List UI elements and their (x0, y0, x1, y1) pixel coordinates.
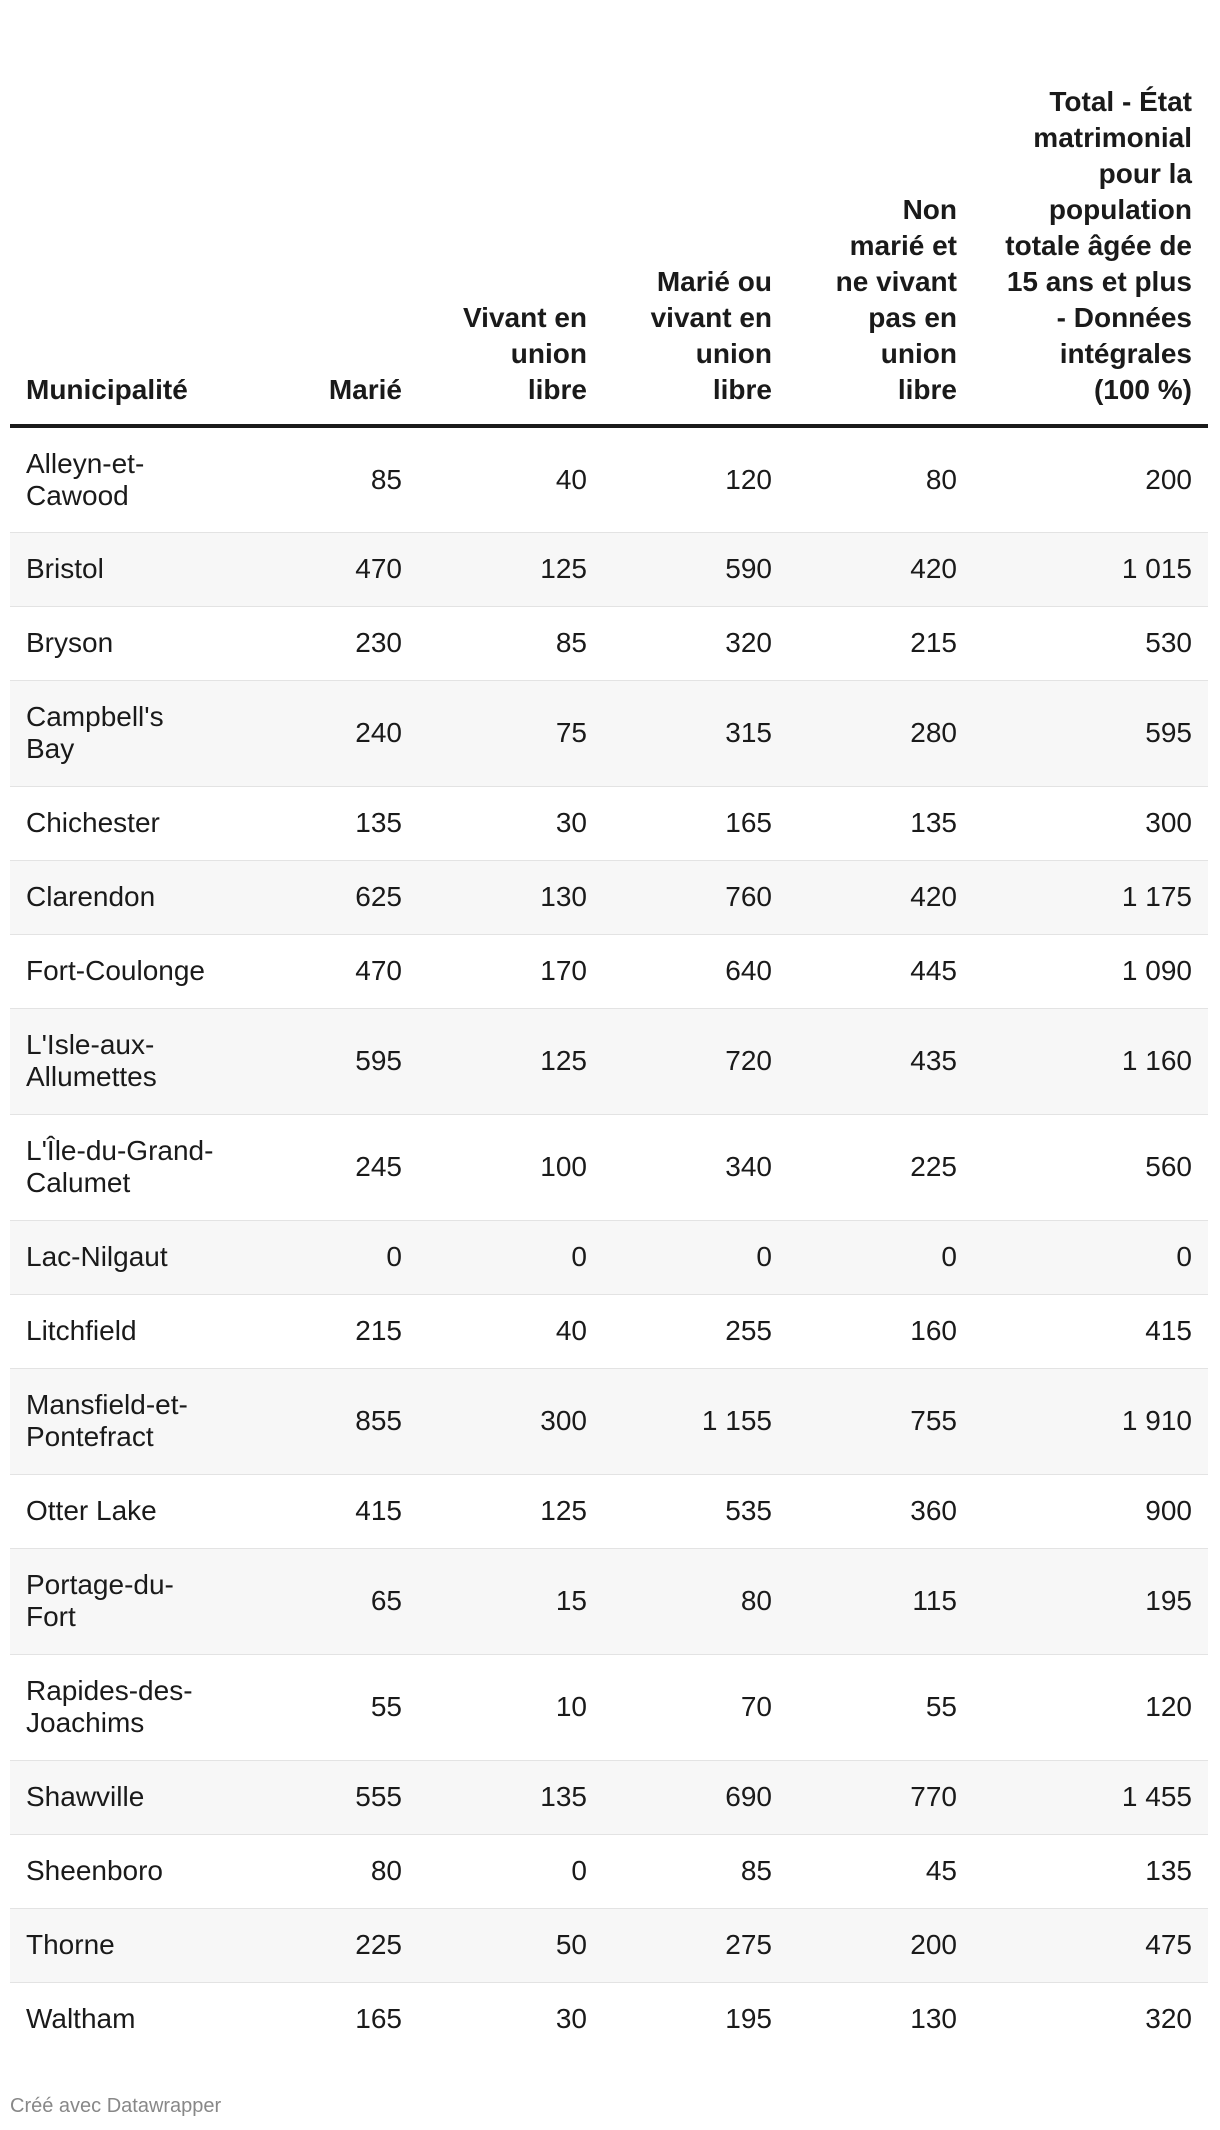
table-row (10, 1834, 1208, 1908)
cell-municipalite: Otter Lake (10, 1474, 270, 1548)
cell-ou: 70 (603, 1654, 788, 1760)
table-row (10, 1654, 1208, 1760)
cell-ou: 255 (603, 1294, 788, 1368)
cell-non: 80 (788, 426, 973, 532)
cell-vivant: 170 (418, 934, 603, 1008)
cell-non: 445 (788, 934, 973, 1008)
cell-municipalite: Thorne (10, 1908, 270, 1982)
cell-marie: 55 (270, 1654, 418, 1760)
cell-total: 135 (973, 1834, 1208, 1908)
cell-non: 360 (788, 1474, 973, 1548)
cell-municipalite: Shawville (10, 1760, 270, 1834)
cell-non: 420 (788, 532, 973, 606)
cell-municipalite: Waltham (26, 2003, 136, 2035)
cell-vivant: 30 (418, 786, 603, 860)
table-row (10, 1548, 1208, 1654)
cell-total: 595 (973, 680, 1208, 786)
cell-marie: 225 (270, 1908, 418, 1982)
cell-municipalite: Bryson (10, 606, 270, 680)
cell-total: 300 (973, 786, 1208, 860)
cell-marie: 470 (270, 532, 418, 606)
cell-non: 130 (910, 2003, 957, 2035)
cell-vivant: 75 (418, 680, 603, 786)
cell-marie: 240 (270, 680, 418, 786)
data-table-container (10, 0, 1208, 2056)
table-row (10, 532, 1208, 606)
cell-total: 475 (973, 1908, 1208, 1982)
cell-municipalite: Rapides-des- Joachims (10, 1654, 270, 1760)
cell-vivant: 300 (418, 1368, 603, 1474)
table-header-row (10, 0, 1208, 426)
cell-marie: 555 (270, 1760, 418, 1834)
cell-non: 215 (788, 606, 973, 680)
cell-marie: 85 (270, 426, 418, 532)
table-row (10, 1008, 1208, 1114)
cell-ou: 535 (603, 1474, 788, 1548)
cell-non: 280 (788, 680, 973, 786)
cell-marie: 470 (270, 934, 418, 1008)
cell-vivant: 10 (418, 1654, 603, 1760)
cell-non: 755 (788, 1368, 973, 1474)
cell-ou: 760 (603, 860, 788, 934)
table-row (10, 860, 1208, 934)
cell-vivant: 40 (418, 426, 603, 532)
cell-total: 0 (973, 1220, 1208, 1294)
datawrapper-credit: Créé avec Datawrapper (10, 2095, 222, 2117)
cell-ou: 340 (603, 1114, 788, 1220)
cell-municipalite: L'Île-du-Grand- Calumet (10, 1114, 270, 1220)
cell-non: 200 (788, 1908, 973, 1982)
cell-ou: 640 (603, 934, 788, 1008)
cell-non: 45 (788, 1834, 973, 1908)
cell-ou: 720 (603, 1008, 788, 1114)
cell-total: 560 (973, 1114, 1208, 1220)
cell-municipalite: Fort-Coulonge (10, 934, 270, 1008)
cell-non: 435 (788, 1008, 973, 1114)
cell-marie: 80 (270, 1834, 418, 1908)
cell-non: 115 (788, 1548, 973, 1654)
cell-municipalite: L'Isle-aux- Allumettes (10, 1008, 270, 1114)
cell-ou: 590 (603, 532, 788, 606)
cell-municipalite: Campbell's Bay (10, 680, 270, 786)
cell-total: 1 455 (973, 1760, 1208, 1834)
table-row (10, 786, 1208, 860)
cell-municipalite: Bristol (10, 532, 270, 606)
cell-ou: 275 (603, 1908, 788, 1982)
cell-municipalite: Litchfield (10, 1294, 270, 1368)
cell-non: 135 (788, 786, 973, 860)
cell-municipalite: Mansfield-et- Pontefract (10, 1368, 270, 1474)
table-row (10, 680, 1208, 786)
column-header-total[interactable]: Total - État matrimonial pour la population totale âgée de 15 ans et plus - Données intégrales (100 %) (973, 0, 1208, 426)
cell-total: 320 (1145, 2003, 1192, 2035)
cell-marie: 625 (270, 860, 418, 934)
column-header-marie[interactable]: Marié (270, 0, 418, 426)
cell-total: 1 910 (973, 1368, 1208, 1474)
table-row (10, 1760, 1208, 1834)
cell-vivant: 135 (418, 1760, 603, 1834)
cell-total: 530 (973, 606, 1208, 680)
cell-marie: 230 (270, 606, 418, 680)
column-header-vivant-union-libre[interactable]: Vivant en union libre (418, 0, 603, 426)
cell-marie: 595 (270, 1008, 418, 1114)
cell-marie: 135 (270, 786, 418, 860)
cell-ou: 690 (603, 1760, 788, 1834)
table-row (10, 1982, 1208, 2056)
cell-vivant: 40 (418, 1294, 603, 1368)
cell-total: 1 090 (973, 934, 1208, 1008)
cell-ou: 1 155 (603, 1368, 788, 1474)
table-body (10, 426, 1208, 2056)
table-row (10, 934, 1208, 1008)
cell-vivant: 85 (418, 606, 603, 680)
cell-municipalite: Clarendon (10, 860, 270, 934)
cell-ou: 315 (603, 680, 788, 786)
cell-vivant: 15 (418, 1548, 603, 1654)
cell-ou: 0 (603, 1220, 788, 1294)
cell-ou: 195 (725, 2003, 772, 2035)
cell-municipalite: Chichester (10, 786, 270, 860)
cell-total: 1 160 (973, 1008, 1208, 1114)
cell-municipalite: Alleyn-et- Cawood (10, 426, 270, 532)
cell-marie: 0 (270, 1220, 418, 1294)
cell-total: 900 (973, 1474, 1208, 1548)
table-row (10, 606, 1208, 680)
cell-total: 120 (973, 1654, 1208, 1760)
cell-non: 770 (788, 1760, 973, 1834)
table-row (10, 1294, 1208, 1368)
cell-non: 55 (788, 1654, 973, 1760)
cell-vivant: 0 (418, 1834, 603, 1908)
column-header-non-marie[interactable]: Non marié et ne vivant pas en union libre (788, 0, 973, 426)
cell-vivant: 0 (418, 1220, 603, 1294)
cell-total: 1 015 (973, 532, 1208, 606)
cell-ou: 120 (603, 426, 788, 532)
cell-municipalite: Lac-Nilgaut (10, 1220, 270, 1294)
cell-total: 195 (973, 1548, 1208, 1654)
cell-total: 415 (973, 1294, 1208, 1368)
cell-municipalite: Sheenboro (10, 1834, 270, 1908)
cell-vivant: 100 (418, 1114, 603, 1220)
table-row (10, 1474, 1208, 1548)
marital-status-table (10, 0, 1208, 2056)
cell-total: 200 (973, 426, 1208, 532)
cell-ou: 80 (603, 1548, 788, 1654)
cell-non: 0 (788, 1220, 973, 1294)
cell-total: 1 175 (973, 860, 1208, 934)
cell-marie: 245 (270, 1114, 418, 1220)
cell-ou: 165 (603, 786, 788, 860)
cell-marie: 65 (270, 1548, 418, 1654)
table-row (10, 1114, 1208, 1220)
table-row (10, 426, 1208, 532)
cell-vivant: 50 (418, 1908, 603, 1982)
cell-vivant: 125 (418, 532, 603, 606)
cell-vivant: 130 (418, 860, 603, 934)
cell-vivant: 125 (418, 1474, 603, 1548)
cell-marie: 415 (270, 1474, 418, 1548)
table-row (10, 1368, 1208, 1474)
cell-marie: 855 (270, 1368, 418, 1474)
cell-vivant: 30 (555, 2003, 587, 2035)
cell-non: 225 (788, 1114, 973, 1220)
cell-non: 420 (788, 860, 973, 934)
cell-ou: 85 (603, 1834, 788, 1908)
table-row (10, 1908, 1208, 1982)
cell-marie: 215 (270, 1294, 418, 1368)
cell-vivant: 125 (418, 1008, 603, 1114)
cell-marie: 165 (355, 2003, 402, 2035)
cell-ou: 320 (603, 606, 788, 680)
column-header-marie-ou-vivant[interactable]: Marié ou vivant en union libre (603, 0, 788, 426)
cell-municipalite: Portage-du- Fort (10, 1548, 270, 1654)
cell-non: 160 (788, 1294, 973, 1368)
table-row (10, 1220, 1208, 1294)
column-header-municipalite[interactable]: Municipalité (10, 0, 270, 426)
